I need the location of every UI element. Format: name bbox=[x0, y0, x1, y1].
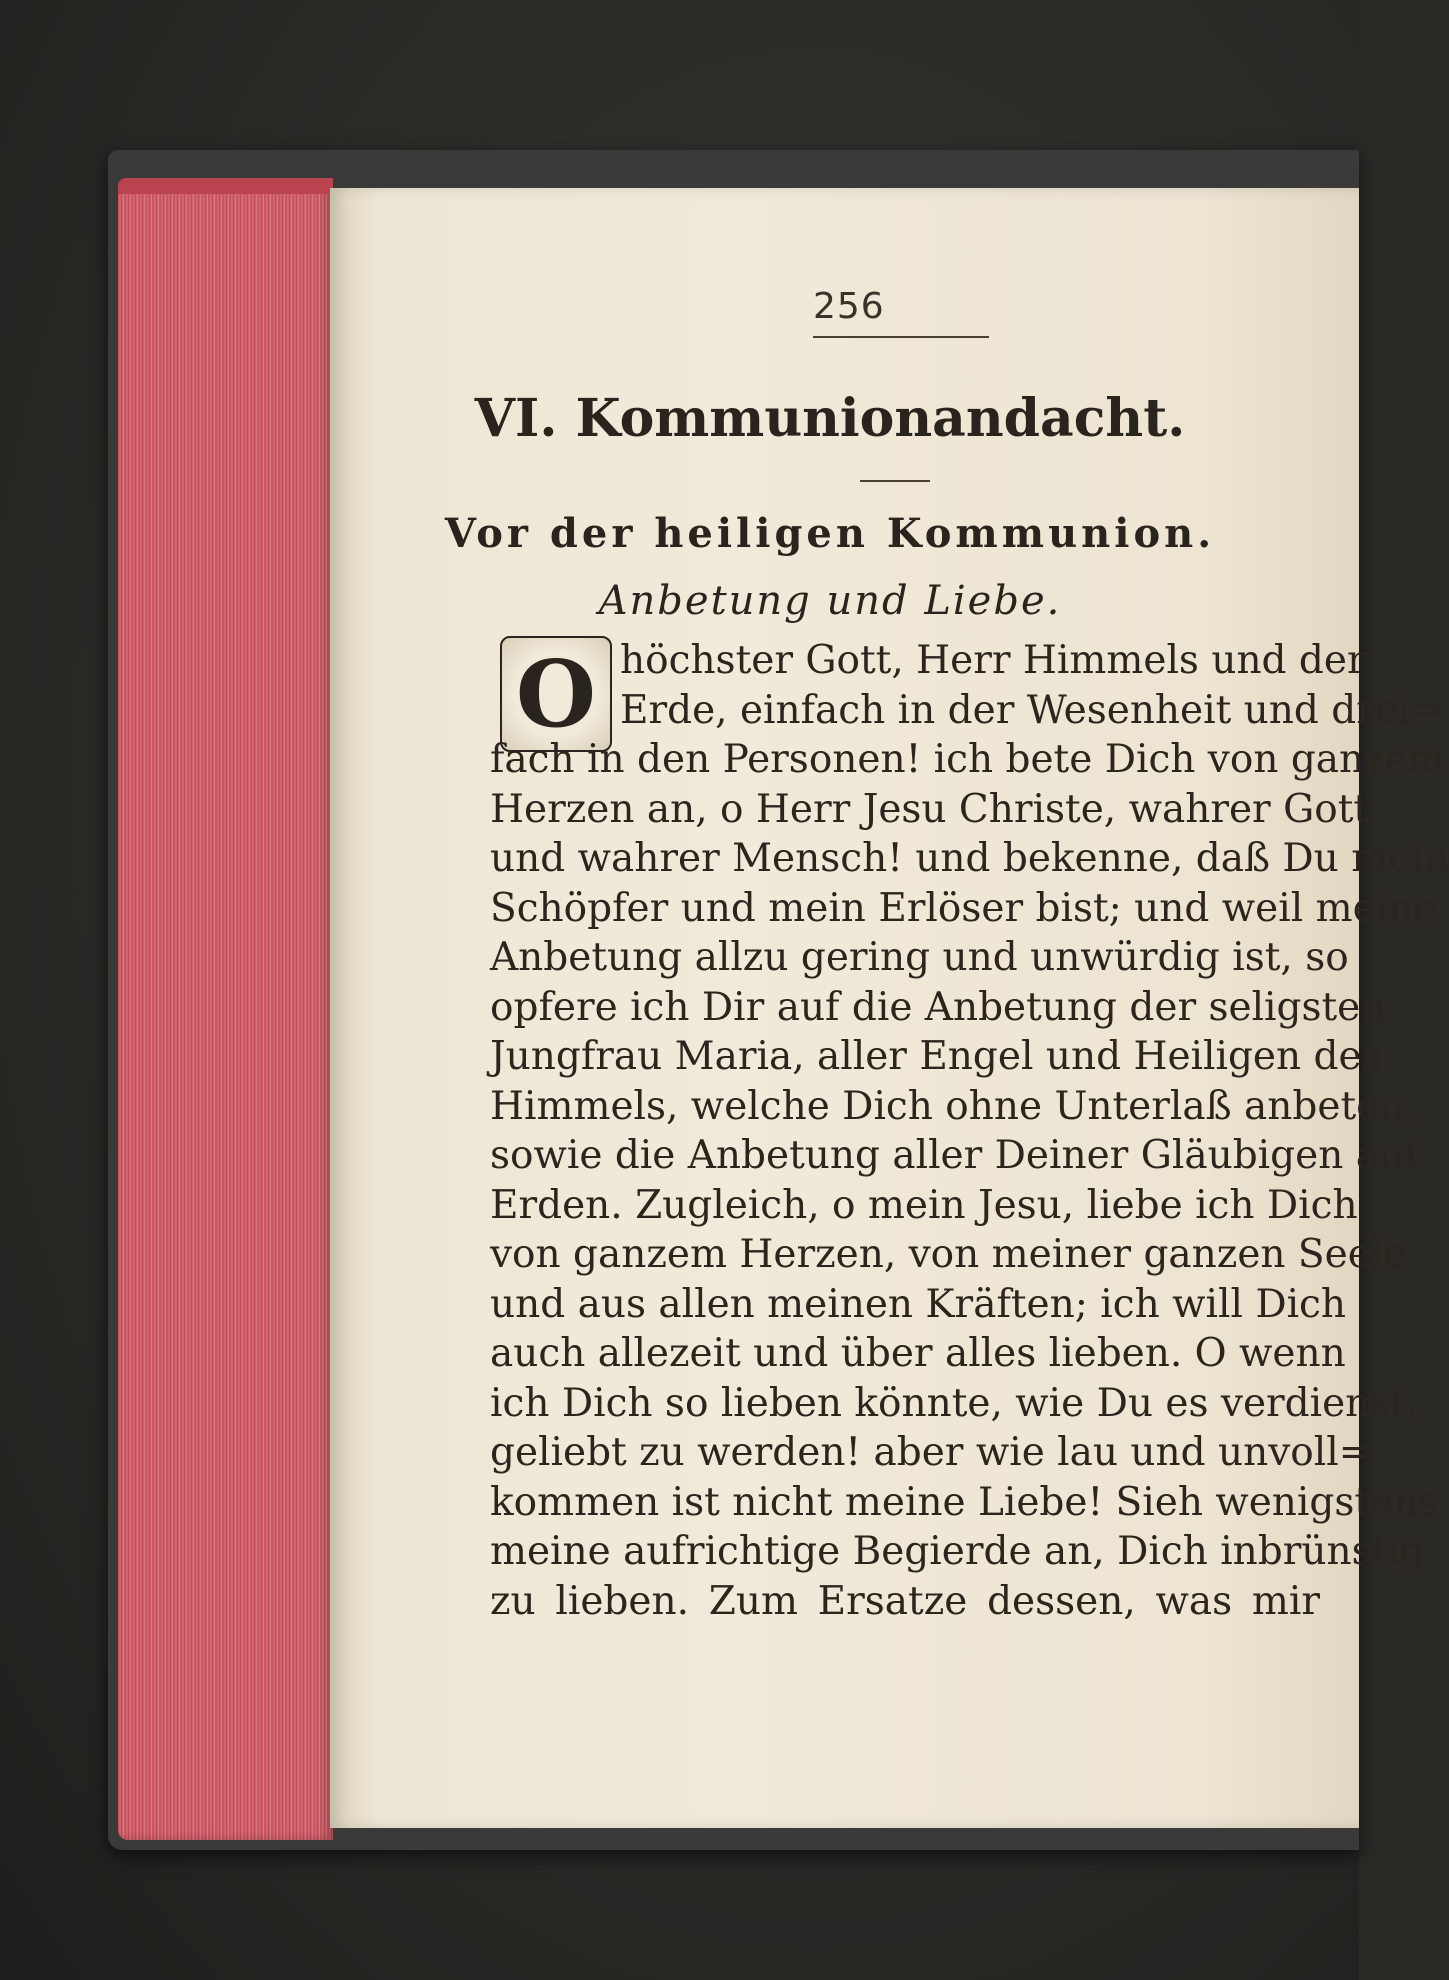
text-line: kommen ist nicht meine Liebe! Sieh wenigstens bbox=[490, 1479, 1439, 1525]
subheading: Vor der heiligen Kommunion. bbox=[444, 510, 1216, 557]
text-line: Himmels, welche Dich ohne Unterlaß anbeten, bbox=[490, 1083, 1417, 1129]
text-line: Jungfrau Maria, aller Engel und Heiligen des bbox=[490, 1034, 1382, 1079]
section-title: VI. Kommunionandacht. bbox=[474, 388, 1186, 449]
text-line: Erden. Zugleich, o mein Jesu, liebe ich Dich bbox=[490, 1182, 1358, 1228]
text-line: sowie die Anbetung aller Deiner Gläubigen auf bbox=[490, 1133, 1419, 1178]
page-edges bbox=[118, 180, 333, 1840]
title-rule bbox=[860, 480, 930, 482]
text-line: und aus allen meinen Kräften; ich will Dich bbox=[490, 1281, 1347, 1327]
text-line: von ganzem Herzen, von meiner ganzen Seele bbox=[490, 1232, 1407, 1277]
text-line: fach in den Personen! ich bete Dich von ganzem bbox=[490, 737, 1445, 782]
text-line: zu lieben. Zum Ersatze dessen, was mir bbox=[490, 1578, 1320, 1624]
decorated-initial: O bbox=[500, 636, 612, 752]
text-line: geliebt zu werden! aber wie lau und unvoll= bbox=[490, 1430, 1372, 1475]
text-line: auch allezeit und über alles lieben. O wenn bbox=[490, 1331, 1346, 1376]
page-edges-top bbox=[118, 178, 333, 194]
text-line: ich Dich so lieben könnte, wie Du es verdienst, bbox=[490, 1380, 1419, 1426]
text-line: Herzen an, o Herr Jesu Christe, wahrer Gott bbox=[490, 786, 1370, 832]
page-number-rule bbox=[813, 336, 989, 338]
text-line: meine aufrichtige Begierde an, Dich inbrünstig bbox=[490, 1529, 1425, 1574]
body-text bbox=[490, 636, 1449, 1626]
text-line: opfere ich Dir auf die Anbetung der seligsten bbox=[490, 984, 1386, 1030]
text-line: Erde, einfach in der Wesenheit und drei= bbox=[620, 687, 1444, 733]
text-line: höchster Gott, Herr Himmels und der bbox=[620, 638, 1366, 683]
subsubheading: Anbetung und Liebe. bbox=[598, 578, 1062, 624]
text-line: und wahrer Mensch! und bekenne, daß Du mein bbox=[490, 836, 1449, 881]
text-line: Schöpfer und mein Erlöser bist; und weil meine bbox=[490, 885, 1437, 931]
text-line: Anbetung allzu gering und unwürdig ist, so bbox=[490, 935, 1349, 980]
page-number: 256 bbox=[813, 286, 885, 327]
book-page bbox=[330, 188, 1449, 1828]
